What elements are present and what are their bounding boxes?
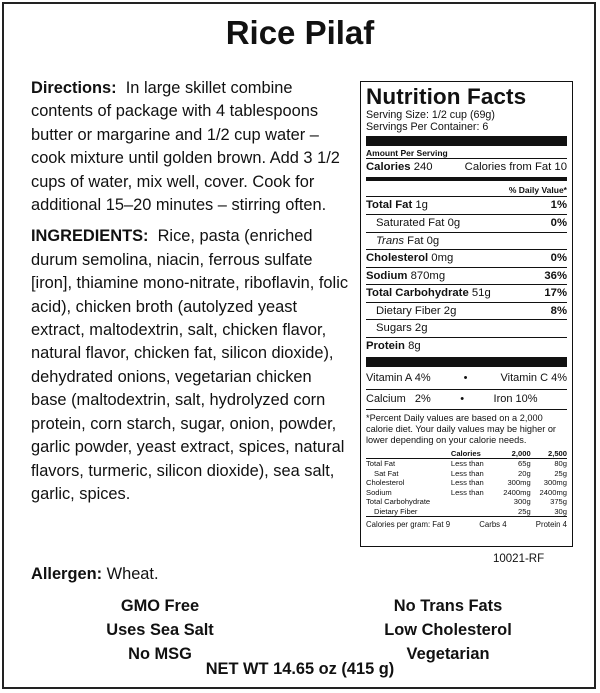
table-row [366, 478, 567, 488]
total-carbohydrate-label: Total Carbohydrate [366, 287, 469, 300]
thick-divider [366, 136, 567, 146]
allergen-statement [31, 565, 159, 584]
table-cell: Total Fat [366, 459, 396, 469]
table-cell: Sodium [366, 487, 392, 497]
mineral-row [366, 389, 567, 409]
table-cell: 30g [554, 506, 567, 516]
table-cell: 80g [554, 459, 567, 469]
sugars-label: Sugars 2g [376, 322, 428, 335]
table-cell: Dietary Fiber [374, 506, 418, 516]
table-cell: Less than [450, 459, 484, 469]
trans-fat-row [366, 232, 567, 250]
medium-divider [366, 177, 567, 181]
table-cell: 300g [513, 497, 531, 507]
table-cell [451, 507, 495, 517]
serving-size: Serving Size: 1/2 cup (69g) [366, 108, 495, 121]
calories-row [366, 158, 567, 176]
total-fat-label: Total Fat [366, 199, 413, 212]
vitamin-a: Vitamin A 4% [366, 372, 431, 385]
table-row [366, 497, 567, 507]
dv-header-2000: 2,000 [511, 448, 531, 458]
iron: Iron 10% [493, 392, 538, 405]
calories-value: 240 [413, 160, 433, 173]
daily-value-table [366, 449, 567, 517]
total-fat-row [366, 196, 567, 214]
claim-no-trans-fats: No Trans Fats [393, 597, 503, 615]
directions-label: Directions: [31, 79, 117, 97]
servings-per-container: Servings Per Container: 6 [366, 120, 489, 133]
daily-value-table-header [366, 449, 567, 459]
daily-value-header-row [366, 183, 567, 196]
table-row [366, 469, 567, 479]
calories-per-gram-fat: Calories per gram: Fat 9 [366, 520, 451, 530]
dv-header-2500: 2,500 [547, 448, 567, 458]
saturated-fat-row [366, 214, 567, 232]
product-title: Rice Pilaf [225, 14, 375, 51]
nutrition-facts-panel [360, 81, 573, 547]
table-cell: 25g [554, 468, 567, 478]
table-cell: Sat Fat [374, 468, 399, 478]
table-row [366, 459, 567, 469]
table-cell: 20g [518, 468, 531, 478]
trans-fat-label: Trans [376, 234, 405, 247]
trans-fat-amount: Fat 0g [404, 234, 440, 247]
directions-section [31, 77, 349, 217]
sodium-row [366, 267, 567, 285]
total-fat-amount: 1g [415, 199, 428, 212]
ingredients-label: INGREDIENTS: [31, 227, 149, 246]
protein-row [366, 337, 567, 355]
saturated-fat-dv: 0% [550, 216, 567, 229]
table-cell: Less than [450, 468, 484, 478]
dietary-fiber-label: Dietary Fiber 2g [376, 304, 457, 317]
total-carbohydrate-row [366, 284, 567, 302]
calcium-value: 2% [414, 392, 431, 405]
vitamin-row [366, 369, 567, 388]
ingredients-text: Rice, pasta (enriched durum semolina, niacin, ferrous sulfate [iron], thiamine mono-nitrate, riboflavin, folic acid), chicken broth (autolyzed yeast extract, maltodextrin, salt, chicken flavor, natural flavor, chicken fat, silicon dioxide), dehydrated onions, vegetarian chicken base (maltodextrin, salt, hydrolyzed corn protein, corn starch, sugar, onion, powder, garlic powder, yeast extract, spices, natural flavors, turmeric, silicon dioxide), sea salt, garlic, spices. [31, 227, 349, 503]
calories-from-fat: Calories from Fat 10 [464, 160, 567, 173]
sodium-dv: 36% [544, 269, 567, 282]
bullet-separator: • [463, 372, 468, 385]
net-weight: NET WT 14.65 oz (415 g) [205, 660, 395, 678]
dietary-fiber-dv: 8% [550, 304, 567, 317]
claim-no-msg: No MSG [128, 645, 192, 663]
calories-label: Calories [366, 160, 411, 173]
thick-divider-vitamins [366, 357, 567, 367]
claim-low-cholesterol: Low Cholesterol [384, 621, 512, 639]
cholesterol-label: Cholesterol [366, 252, 429, 265]
dietary-fiber-row [366, 302, 567, 320]
nutrition-facts-heading: Nutrition Facts [366, 84, 527, 109]
total-fat-dv: 1% [550, 199, 567, 212]
daily-value-header: % Daily Value* [508, 185, 567, 196]
claim-vegetarian: Vegetarian [406, 645, 490, 663]
claim-uses-sea-salt: Uses Sea Salt [106, 621, 214, 639]
table-cell: Less than [450, 487, 484, 497]
table-cell [451, 497, 495, 507]
calcium-label: Calcium [366, 392, 406, 405]
daily-value-footnote: *Percent Daily values are based on a 2,000 calorie diet. Your daily values may be higher or lower depending on your calorie needs. [366, 409, 567, 446]
table-row [366, 507, 567, 517]
table-cell: 25g [518, 506, 531, 516]
calories-per-gram [366, 516, 567, 529]
ingredients-section [31, 225, 349, 506]
table-cell: 375g [550, 497, 567, 507]
claim-gmo-free: GMO Free [120, 597, 200, 615]
sodium-label: Sodium [366, 269, 408, 282]
protein-label: Protein [366, 339, 405, 352]
bullet-separator: • [460, 392, 465, 405]
table-cell: 300mg [507, 478, 531, 488]
total-carbohydrate-amount: 51g [471, 287, 491, 300]
table-cell: Cholesterol [366, 478, 405, 488]
table-cell: Less than [450, 478, 484, 488]
vitamin-c: Vitamin C 4% [500, 372, 567, 385]
calories-per-gram-carbs: Carbs 4 [479, 520, 507, 530]
cholesterol-dv: 0% [550, 252, 567, 265]
label-text-column [31, 77, 349, 514]
calories-per-gram-protein: Protein 4 [535, 520, 567, 530]
allergen-text: Wheat. [106, 565, 159, 583]
total-carbohydrate-dv: 17% [544, 287, 567, 300]
claims-right [368, 594, 528, 666]
amount-per-serving: Amount Per Serving [366, 147, 448, 158]
protein-amount: 8g [408, 339, 421, 352]
claims-left [80, 594, 240, 666]
directions-text: In large skillet combine contents of package with 4 tablespoons butter or margarine and 1/2 cup water – cook mixture until golden brown. Add 3 1/2 cups of water, mix well, cover. Cook for additional 15–20 minutes – stirring often. [31, 79, 340, 215]
table-row [366, 488, 567, 498]
cholesterol-amount: 0mg [431, 252, 454, 265]
allergen-label: Allergen: [31, 565, 103, 583]
table-cell: Total Carbohydrate [366, 497, 431, 507]
saturated-fat-label: Saturated Fat 0g [376, 216, 461, 229]
table-cell: 300mg [543, 478, 567, 488]
sugars-row [366, 319, 567, 337]
product-code: 10021-RF [493, 553, 545, 565]
table-cell: 2400mg [539, 487, 567, 497]
dv-header-calories: Calories [450, 448, 481, 458]
dv-header-blank [366, 449, 451, 459]
cholesterol-row [366, 249, 567, 267]
table-cell: 2400mg [503, 487, 531, 497]
sodium-amount: 870mg [410, 269, 446, 282]
table-cell: 65g [518, 459, 531, 469]
